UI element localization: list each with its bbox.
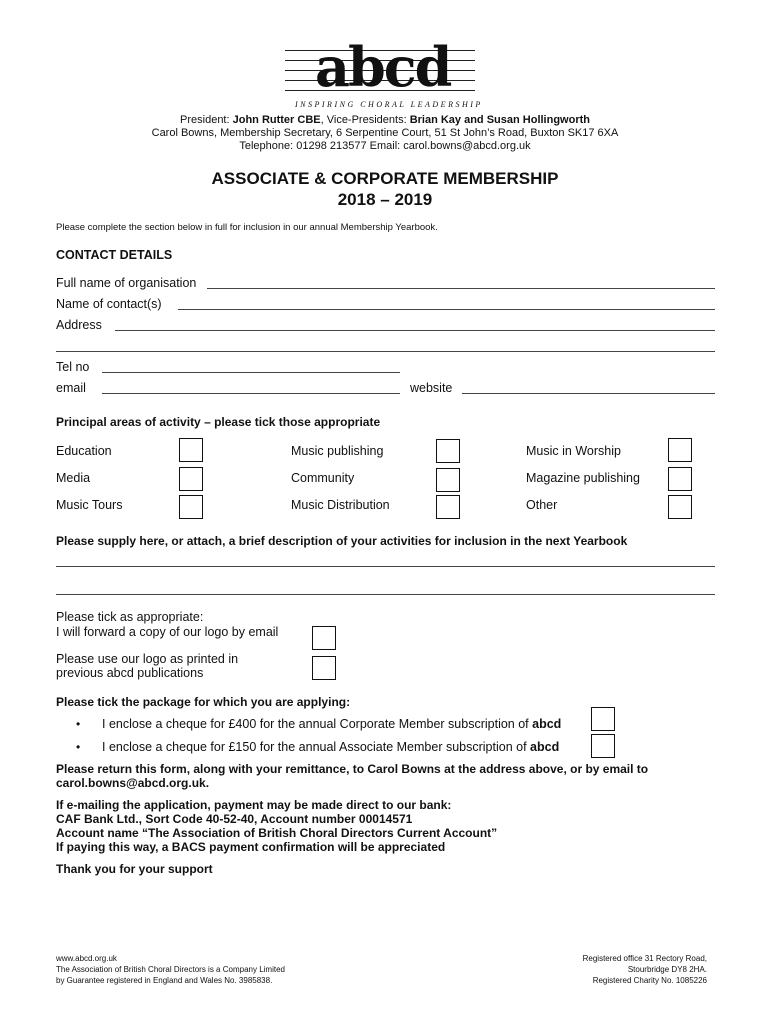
description-prompt: Please supply here, or attach, a brief description of your activities for inclusion in the next Yearbook (56, 534, 628, 548)
address-field-1[interactable] (115, 330, 715, 331)
use-logo-label-line2: previous abcd publications (56, 666, 204, 680)
activity-other-checkbox[interactable] (668, 495, 692, 519)
president-name: John Rutter CBE (232, 114, 321, 126)
address-label: Address (56, 318, 102, 332)
activity-media-label: Media (56, 471, 91, 485)
activity-music-publishing-label: Music publishing (291, 444, 384, 458)
corporate-package-text: I enclose a cheque for £400 for the annual Corporate Member subscription of (102, 717, 533, 731)
description-field-1[interactable] (56, 566, 715, 567)
email-field[interactable] (102, 393, 400, 394)
associate-package-checkbox[interactable] (591, 734, 615, 758)
activity-music-tours-checkbox[interactable] (179, 495, 203, 519)
activity-music-tours-label: Music Tours (56, 498, 123, 512)
corporate-package-checkbox[interactable] (591, 707, 615, 731)
activity-community-label: Community (291, 471, 355, 485)
officers-line: President: John Rutter CBE, Vice-Presidents: Brian Kay and Susan Hollingworth (180, 114, 590, 126)
footer-charity-number: Registered Charity No. 1085226 (592, 976, 707, 985)
activity-music-in-worship-checkbox[interactable] (668, 438, 692, 462)
bacs-note: If paying this way, a BACS payment confirmation will be appreciated (56, 840, 446, 854)
website-field[interactable] (462, 393, 715, 394)
tel-field[interactable] (102, 372, 400, 373)
package-heading: Please tick the package for which you are applying: (56, 695, 351, 709)
footer-office-line2: Stourbridge DY8 2HA. (627, 965, 707, 974)
associate-package-org: abcd (530, 740, 560, 754)
activity-music-publishing-checkbox[interactable] (436, 439, 460, 463)
thank-you: Thank you for your support (56, 862, 213, 876)
activity-education-checkbox[interactable] (179, 438, 203, 462)
telephone-email: Telephone: 01298 213577 Email: carol.bowns@abcd.org.uk (239, 140, 531, 152)
description-field-2[interactable] (56, 594, 715, 595)
logo-tagline: INSPIRING CHORAL LEADERSHIP (295, 100, 483, 109)
footer-company-line2: by Guarantee registered in England and Wales No. 3985838. (56, 976, 273, 985)
associate-package-text: I enclose a cheque for £150 for the annual Associate Member subscription of (102, 740, 531, 754)
bank-account-name: Account name “The Association of British Choral Directors Current Account” (56, 826, 498, 840)
footer-office-line1: Registered office 31 Rectory Road, (582, 954, 707, 963)
footer-website: www.abcd.org.uk (56, 954, 117, 963)
return-instructions-line2: carol.bowns@abcd.org.uk. (56, 776, 210, 790)
tel-label: Tel no (56, 360, 90, 374)
bullet-icon: • (76, 740, 81, 754)
activity-community-checkbox[interactable] (436, 468, 460, 492)
contact-name-field[interactable] (178, 309, 715, 310)
page-title: ASSOCIATE & CORPORATE MEMBERSHIP (211, 169, 559, 188)
email-label: email (56, 381, 86, 395)
footer-left (56, 953, 285, 986)
bank-instructions-line1: If e-mailing the application, payment may be made direct to our bank: (56, 798, 452, 812)
activity-other-label: Other (526, 498, 558, 512)
website-label: website (410, 381, 453, 395)
abcd-logo (285, 35, 485, 110)
corporate-package-org: abcd (532, 717, 562, 731)
secretary-address: Carol Bowns, Membership Secretary, 6 Serpentine Court, 51 St John’s Road, Buxton SK17 6XA (151, 127, 619, 139)
use-logo-checkbox[interactable] (312, 656, 336, 680)
address-field-2[interactable] (56, 351, 715, 352)
org-name-field[interactable] (207, 288, 715, 289)
activity-media-checkbox[interactable] (179, 467, 203, 491)
activity-magazine-publishing-label: Magazine publishing (526, 471, 640, 485)
bullet-icon: • (76, 717, 81, 731)
org-name-label: Full name of organisation (56, 276, 197, 290)
activity-music-in-worship-label: Music in Worship (526, 444, 621, 458)
forward-logo-label: I will forward a copy of our logo by email (56, 625, 279, 639)
membership-year: 2018 – 2019 (337, 190, 433, 209)
activity-education-label: Education (56, 444, 112, 458)
associate-package-label (102, 740, 559, 754)
bank-details: CAF Bank Ltd., Sort Code 40-52-40, Account number 00014571 (56, 812, 413, 826)
return-instructions-line1: Please return this form, along with your remittance, to Carol Bowns at the address above, or by email to (56, 762, 649, 776)
president-label: President: (180, 114, 230, 126)
contact-heading: CONTACT DETAILS (56, 248, 173, 262)
contact-name-label: Name of contact(s) (56, 297, 162, 311)
activity-magazine-publishing-checkbox[interactable] (668, 467, 692, 491)
logo-options-heading: Please tick as appropriate: (56, 610, 204, 624)
activity-heading: Principal areas of activity – please tick those appropriate (56, 415, 381, 429)
vp-label: Vice-Presidents: (326, 114, 407, 126)
activity-music-distribution-checkbox[interactable] (436, 495, 460, 519)
intro-text: Please complete the section below in full for inclusion in our annual Membership Yearbook. (56, 222, 438, 233)
footer-right (583, 953, 707, 986)
forward-logo-checkbox[interactable] (312, 626, 336, 650)
footer-company-line1: The Association of British Choral Directors is a Company Limited (56, 965, 285, 974)
corporate-package-label (102, 717, 561, 731)
vp-names: Brian Kay and Susan Hollingworth (409, 114, 590, 126)
activity-music-distribution-label: Music Distribution (291, 498, 390, 512)
logo-wordmark: abcd (315, 35, 451, 99)
use-logo-label-line1: Please use our logo as printed in (56, 652, 239, 666)
